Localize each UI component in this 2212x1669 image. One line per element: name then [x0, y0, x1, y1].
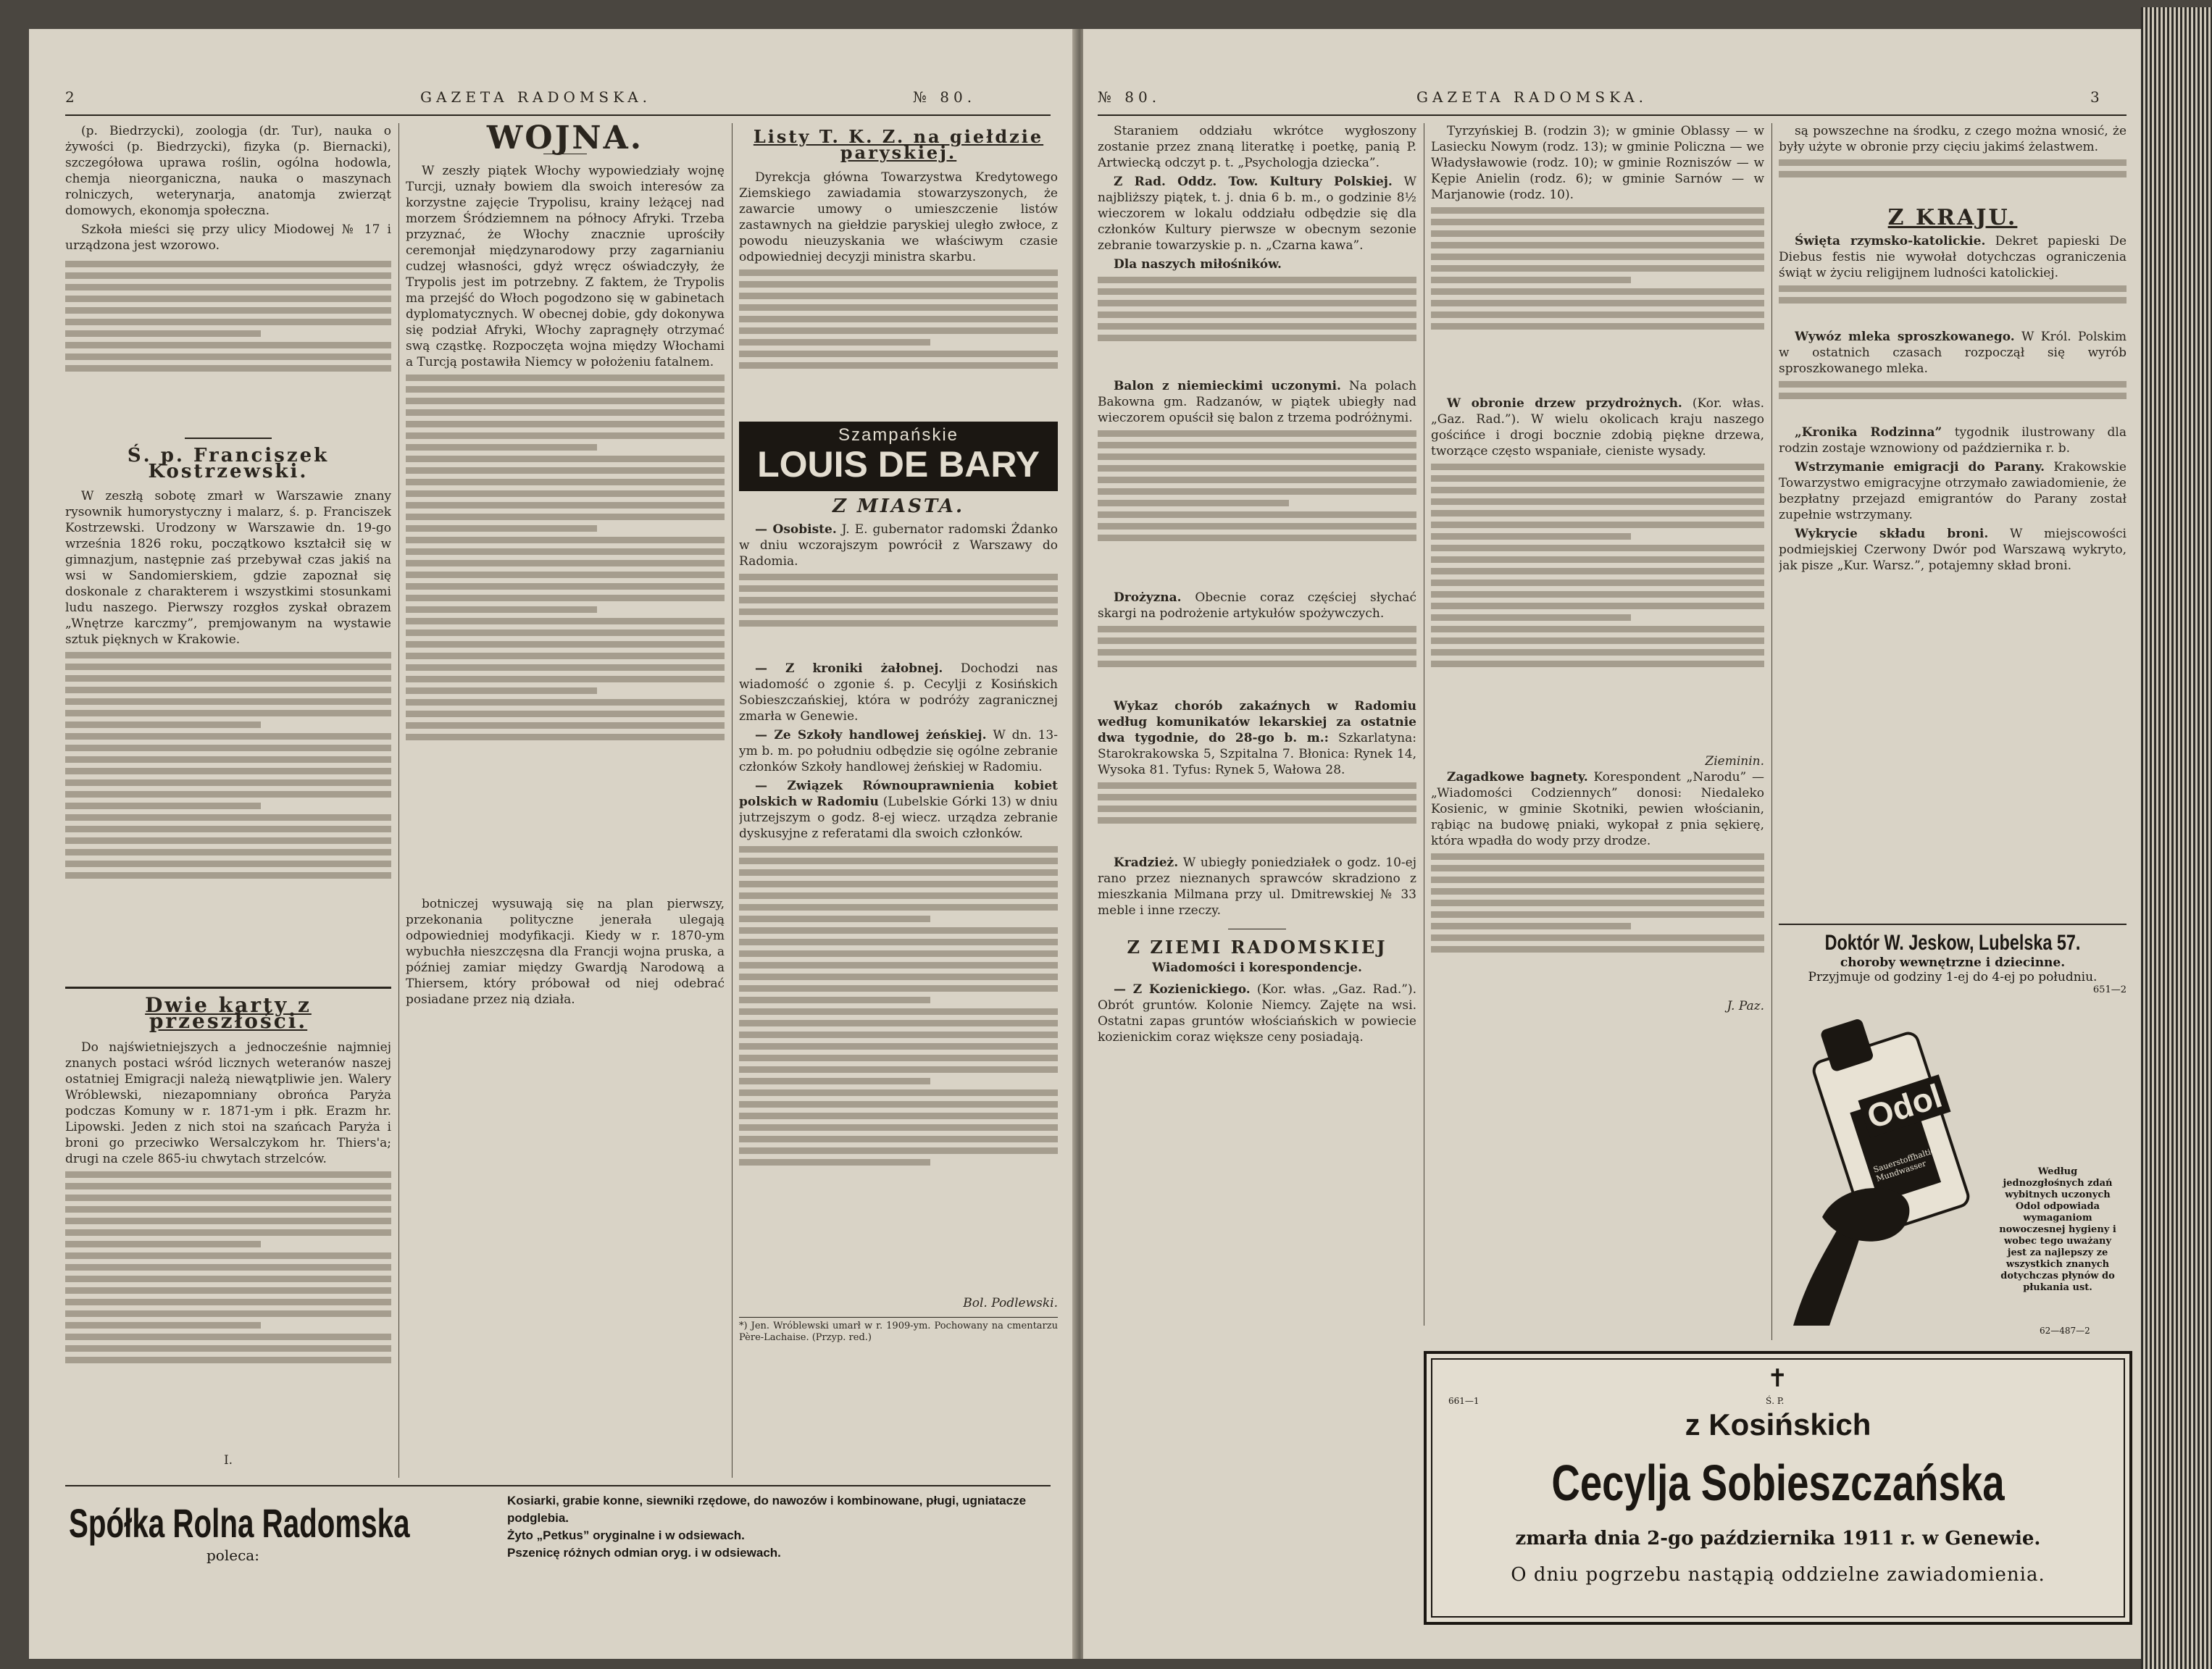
text-line-placeholder: [1098, 782, 1416, 789]
doctor-specialty: choroby wewnętrzne i dziecinne.: [1840, 955, 2066, 970]
text-line-placeholder: [1779, 159, 2127, 166]
text-line-placeholder: [65, 814, 391, 821]
text-line-placeholder: [406, 467, 725, 474]
text-line-placeholder: [65, 342, 391, 348]
page-number-left: 2: [65, 88, 79, 106]
text-line-placeholder: [406, 514, 725, 520]
text-line-placeholder: [1431, 888, 1764, 895]
company-name: Spółka Rolna Radomska: [69, 1500, 410, 1546]
divider: [185, 438, 272, 439]
text-line-placeholder: [406, 572, 725, 578]
text-line-placeholder: [1431, 637, 1764, 644]
column-divider: [732, 123, 733, 1478]
text-line-placeholder: [1779, 393, 2127, 399]
divider: [65, 1485, 1051, 1486]
left-page: [29, 29, 1077, 1659]
text-line-placeholder: [1431, 934, 1764, 941]
news-item: „Kronika Rodzinna” tygodnik ilustrowany dla rodzin zostaje wznowiony od października r. b.: [1779, 425, 2127, 456]
news-item: W obronie drzew przydrożnych. (Kor. włas. „Gaz. Rad.”). W wielu okolicach kraju naszego gościńce i drogi bocznie zdobią piękne drzewa, tworzące często wspaniałe, cieniste wysady.: [1431, 396, 1764, 459]
city-news-list: [739, 522, 1058, 842]
text-block-filler: [1779, 159, 2127, 203]
text-line-placeholder: [406, 444, 597, 451]
news-item: Z Rad. Oddz. Tow. Kultury Polskiej. W najbliższy piątek, t. j. dnia 6 b. m., o godzinie 8½ wieczorem w lokalu oddziału odbędzie się dla członków Kultury pierwsze w obecnym sezonie zebranie towarzyskie p. n. „Czarna kawa”.: [1098, 175, 1416, 253]
text-line-placeholder: [65, 1322, 261, 1329]
text-line-placeholder: [406, 537, 725, 543]
text-line-placeholder: [406, 629, 725, 636]
odol-label-text: Sauerstoffhaltiges Mundwasser: [1871, 1142, 1945, 1184]
news-item: Wstrzymanie emigracji do Parany. Krakowskie Towarzystwo emigracyjne otrzymało zawiadomienie, że bezpłatny przejazd emigrantów do Parany został zupełnie wstrzymany.: [1779, 460, 2127, 522]
stock-headline: Listy T. K. Z. na giełdzie paryskiej.: [753, 126, 1044, 163]
text-line-placeholder: [739, 362, 1058, 369]
article-text: Staraniem oddziału wkrótce wygłoszony zostanie przez znaną literatkę i poetkę, panią P. Artwiecką odczyt p. t. „Psychologja dziecka”.: [1098, 124, 1416, 170]
text-line-placeholder: [739, 892, 1058, 899]
text-line-placeholder: [65, 1310, 391, 1317]
text-line-placeholder: [65, 849, 391, 856]
product-line: Kosiarki, grabie konne, siewniki rzędowe, do nawozów i kombinowane, pługi, ugniatacze podglebia.: [507, 1494, 1027, 1525]
text-line-placeholder: [406, 606, 597, 613]
divider: [65, 987, 391, 989]
text-block-filler: [1431, 853, 1764, 998]
text-line-placeholder: [1779, 285, 2127, 292]
text-line-placeholder: [406, 375, 725, 381]
text-line-placeholder: [1431, 475, 1764, 482]
news-item: Zagadkowe bagnety. Korespondent „Narodu” — „Wiadomości Codziennych” donosi: Niedaleko Kosienic, w gminie Skotniki, pewien włościanin, rąbiąc na budowę pniaki, wykopał z pnia sękierę, która wpadła do wody przy drodze.: [1431, 770, 1764, 848]
text-line-placeholder: [1431, 254, 1764, 260]
text-line-placeholder: [739, 881, 1058, 887]
text-line-placeholder: [1779, 381, 2127, 388]
text-line-placeholder: [1431, 487, 1764, 493]
text-line-placeholder: [739, 950, 1058, 957]
text-line-placeholder: [1098, 323, 1416, 330]
text-line-placeholder: [65, 1241, 261, 1247]
product-line: Pszenicę różnych odmian oryg. i w odsiewach.: [507, 1546, 781, 1560]
text-line-placeholder: [65, 1264, 391, 1271]
war-headline: WOJNA.: [486, 123, 644, 156]
text-line-placeholder: [406, 548, 725, 555]
text-line-placeholder: [739, 1066, 1058, 1073]
text-line-placeholder: [65, 1345, 391, 1352]
text-line-placeholder: [406, 502, 725, 509]
text-block-filler: [1431, 464, 1764, 753]
spolka-ad-name-block: [69, 1499, 475, 1564]
text-line-placeholder: [1098, 453, 1416, 460]
left-column-2: [406, 123, 725, 1471]
text-line-placeholder: [65, 826, 391, 832]
text-line-placeholder: [65, 354, 391, 360]
champagne-advertisement: [739, 422, 1058, 491]
text-line-placeholder: [65, 791, 391, 798]
news-item: Wykrycie składu broni. W miejscowości podmiejskiej Czerwony Dwór pod Warszawą wykryto, jak pisze „Kur. Warsz.”, potajemny skład broni.: [1779, 527, 2127, 573]
text-line-placeholder: [739, 1089, 1058, 1096]
text-line-placeholder: [406, 653, 725, 659]
news-item: Drożyzna. Obecnie coraz częściej słychać skargi na podrożenie artykułów spożywczych.: [1098, 590, 1416, 621]
text-line-placeholder: [1431, 556, 1764, 563]
text-line-placeholder: [1431, 911, 1764, 918]
text-line-placeholder: [1431, 522, 1764, 528]
text-line-placeholder: [739, 985, 1058, 992]
article-text: botniczej wysuwają się na plan pierwszy, przekonania polityczne jenerała ulegają odpowiedniej modyfikacji. Kiedy w r. 1870-ym wybuchła nieszczęsna dla Francji wojna pruska, a później zamiar między Gwardją Narodową a Thiersem, który próbował od niej odebrać posiadane przez nią działa.: [406, 897, 725, 1007]
obituary-maiden-name: z Kosińskich: [1685, 1407, 1871, 1442]
history-headline: Dwie karty z przeszłości.: [145, 993, 312, 1033]
cross-icon: ✝: [1767, 1364, 1788, 1393]
text-line-placeholder: [1431, 900, 1764, 906]
text-line-placeholder: [65, 1276, 391, 1282]
text-line-placeholder: [406, 456, 725, 462]
text-line-placeholder: [65, 319, 391, 325]
text-line-placeholder: [65, 721, 261, 728]
text-line-placeholder: [65, 779, 391, 786]
text-line-placeholder: [65, 296, 391, 302]
text-line-placeholder: [739, 846, 1058, 853]
text-line-placeholder: [1098, 649, 1416, 656]
text-line-placeholder: [1431, 265, 1764, 272]
text-line-placeholder: [65, 768, 391, 774]
right-page: [1083, 29, 2141, 1659]
page-number-right: 3: [2090, 88, 2104, 106]
article-text: Tyrzyńskiej B. (rodzin 3); w gminie Oblassy — w Lasiecku Nowym (rodz. 13); w gminie Policzna — we Władysławowie (rodz. 10); w gminie Rozniszów — w Kępie Anielin (rodz. 6); w gminie Sarnów — w Marjanowie (rodz. 10).: [1431, 124, 1764, 202]
text-line-placeholder: [65, 698, 391, 705]
doctor-name: Doktór W. Jeskow, Lubelska 57.: [1824, 931, 2081, 955]
text-block-filler: [65, 1171, 391, 1447]
text-line-placeholder: [1431, 591, 1764, 598]
text-line-placeholder: [739, 316, 1058, 322]
text-block-filler: [739, 574, 1058, 661]
text-line-placeholder: [1098, 465, 1416, 472]
text-line-placeholder: [65, 1206, 391, 1213]
text-line-placeholder: [739, 858, 1058, 864]
obituary-name: Cecylja Sobieszczańska: [1551, 1455, 2005, 1511]
text-line-placeholder: [65, 687, 391, 693]
signature: Bol. Podlewski.: [963, 1296, 1058, 1310]
text-block-filler: [1098, 782, 1416, 855]
text-line-placeholder: [739, 327, 1058, 334]
text-line-placeholder: [406, 641, 725, 648]
text-line-placeholder: [1098, 511, 1416, 518]
text-line-placeholder: [65, 1357, 391, 1363]
text-line-placeholder: [739, 1124, 1058, 1131]
text-line-placeholder: [739, 293, 1058, 299]
text-line-placeholder: [65, 1287, 391, 1294]
text-line-placeholder: [739, 1020, 1058, 1026]
text-line-placeholder: [739, 997, 930, 1003]
text-line-placeholder: [65, 1252, 391, 1259]
text-line-placeholder: [406, 618, 725, 624]
text-line-placeholder: [65, 837, 391, 844]
text-line-placeholder: [1431, 661, 1764, 667]
text-line-placeholder: [1431, 603, 1764, 609]
text-line-placeholder: [65, 710, 391, 716]
list-item: — Związek Równouprawnienia kobiet polskich w Radomiu (Lubelskie Górki 13) w dniu jutrzejszym o godz. 8-ej wiecz. urządza zebranie dyskusyjne z referatami dla swoich członków.: [739, 779, 1058, 841]
ad-code: 651—2: [2092, 984, 2127, 995]
text-line-placeholder: [1431, 230, 1764, 237]
text-block-filler: [1098, 626, 1416, 698]
text-line-placeholder: [739, 351, 1058, 357]
text-line-placeholder: [406, 432, 725, 439]
text-line-placeholder: [65, 675, 391, 682]
text-block-filler: [65, 256, 391, 430]
text-block-filler: [1098, 277, 1416, 378]
text-line-placeholder: [739, 1113, 1058, 1119]
text-line-placeholder: [406, 734, 725, 740]
masthead-right: GAZETA RADOMSKA.: [1416, 88, 1648, 106]
text-line-placeholder: [1431, 219, 1764, 225]
text-line-placeholder: [1431, 853, 1764, 860]
news-item: Wykaz chorób zakaźnych w Radomiu według komunikatów lekarskiej za ostatnie dwa tygodnie, do 28-go b. m.: Szkarlatyna: Starokrakowska 5, Szpitalna 7. Błonica: Rynek 14, Wysoka 81. Tyfus: Rynek 5, Wałowa 28.: [1098, 699, 1416, 777]
right-column-3: [1779, 123, 2127, 978]
text-line-placeholder: [406, 421, 725, 427]
ad-code: 62—487—2: [2040, 1326, 2090, 1336]
text-line-placeholder: [1431, 923, 1631, 929]
text-line-placeholder: [406, 699, 725, 706]
text-line-placeholder: [1098, 430, 1416, 437]
text-line-placeholder: [1431, 207, 1764, 214]
text-line-placeholder: [739, 869, 1058, 876]
text-line-placeholder: [1431, 510, 1764, 516]
text-line-placeholder: [1098, 288, 1416, 295]
text-line-placeholder: [1098, 535, 1416, 541]
text-line-placeholder: [1431, 323, 1764, 330]
news-item: Kradzież. W ubiegły poniedziałek o godz. 10-ej rano przez nieznanych sprawców skradziono z mieszkania Milmana przy ul. Dmitrewskiej № 33 meble i inne rzeczy.: [1098, 856, 1416, 918]
ad-subtitle: Szampańskie: [838, 425, 959, 445]
text-line-placeholder: [1431, 614, 1631, 621]
text-line-placeholder: [739, 1147, 1058, 1154]
column-divider: [1771, 123, 1772, 1340]
text-line-placeholder: [1098, 277, 1416, 283]
text-line-placeholder: [1431, 300, 1764, 306]
text-line-placeholder: [65, 1299, 391, 1305]
text-line-placeholder: [1431, 498, 1764, 505]
header-rule-left: [65, 114, 1051, 116]
text-line-placeholder: [739, 904, 1058, 911]
text-line-placeholder: [65, 307, 391, 314]
text-line-placeholder: [65, 1171, 391, 1178]
section-numeral: I.: [223, 1453, 233, 1468]
obituary-sp: Ś. P.: [1766, 1396, 1785, 1406]
text-line-placeholder: [65, 756, 391, 763]
text-line-placeholder: [739, 574, 1058, 580]
masthead-left: GAZETA RADOMSKA.: [420, 88, 652, 106]
text-line-placeholder: [406, 676, 725, 682]
text-block-filler: [406, 375, 725, 896]
news-item: Święta rzymsko-katolickie. Dekret papieski De Diebus festis nie wywołał dotychczas ograniczenia świąt w życiu religijnem ludności katolickiej.: [1779, 234, 2127, 280]
text-line-placeholder: [406, 583, 725, 590]
text-line-placeholder: [739, 1159, 930, 1166]
text-line-placeholder: [1431, 649, 1764, 656]
text-line-placeholder: [406, 525, 597, 532]
text-line-placeholder: [65, 745, 391, 751]
news-item: — Z Kozienickiego. (Kor. włas. „Gaz. Rad.”). Obrót gruntów. Kolonie Niemcy. Zajęte na wsi. Ostatni zapas gruntów włościańskich w powiecie kozienickim coraz większe ceny posiadają.: [1098, 982, 1416, 1045]
city-headline: Z MIASTA.: [832, 495, 965, 517]
list-item: — Ze Szkoły handlowej żeńskiej. W dn. 13-ym b. m. po południu odbędzie się ogólne zebranie członków Szkoły handlowej żeńskiej w Radomiu.: [739, 728, 1058, 774]
issue-number-left: № 80.: [913, 88, 977, 106]
text-line-placeholder: [1431, 242, 1764, 248]
text-line-placeholder: [65, 330, 261, 337]
text-line-placeholder: [739, 608, 1058, 615]
article-text: (p. Biedrzycki), zoologja (dr. Tur), nauka o żywości (p. Biedrzycki), fizyka (p. Biernacki), szczegółowa uprawa roślin, ogólna hodowla, chemja nieorganiczna, nauka o maszynach rolniczych, weterynarja, anatomja zwierząt domowych, ekonomja społeczna.: [65, 124, 391, 218]
text-line-placeholder: [739, 962, 1058, 969]
article-text: są powszechne na środku, z czego można wnosić, że były użyte w obronie przy cięciu jakimś żelastwem.: [1779, 124, 2127, 154]
text-line-placeholder: [1098, 477, 1416, 483]
obituary-death-line: zmarła dnia 2-go października 1911 r. w Genewie.: [1515, 1528, 2041, 1549]
doctor-advertisement: [1779, 924, 2127, 995]
text-line-placeholder: [1431, 288, 1764, 295]
text-line-placeholder: [1779, 297, 2127, 304]
text-line-placeholder: [406, 687, 597, 694]
issue-number-right: № 80.: [1098, 88, 1161, 106]
ad-brand: LOUIS DE BARY: [757, 444, 1040, 485]
text-line-placeholder: [739, 1055, 1058, 1061]
text-block-filler: [1098, 430, 1416, 590]
list-item: — Z kroniki żałobnej. Dochodzi nas wiadomość o zgonie ś. p. Cecylji z Kosińskich Sobieszczańskiej, która w podróży zagranicznej zmarła w Genewie.: [739, 661, 1058, 724]
footnote: *) Jen. Wróblewski umarł w r. 1909-ym. Pochowany na cmentarzu Père-Lachaise. (Przyp. red.): [739, 1317, 1058, 1344]
text-line-placeholder: [1098, 637, 1416, 644]
left-column-1: [65, 123, 391, 1471]
text-line-placeholder: [1098, 335, 1416, 341]
text-line-placeholder: [406, 664, 725, 671]
list-item: — Osobiste. J. E. gubernator radomski Żdanko w dniu wczorajszym powrócił z Warszawy do Radomia.: [739, 522, 1058, 569]
text-line-placeholder: [739, 339, 930, 346]
text-block-filler: [65, 652, 391, 978]
article-text: W zeszły piątek Włochy wypowiedziały wojnę Turcji, uznały bowiem dla swoich interesów za korzystne zajęcie Trypolisu, krainy leżącej nad morzem Śródziemnem na północy Afryki. Trzeba przyznać, że Włochy znacznie uprościły ceremonjał międzynarodowy przy zagarnianiu cudzej własności, gdyż wręcz oświadczyły, że Trypolis jest im potrzebny. Z faktem, że Trypolis ma przejść do Włoch pogodzono się w gabinetach dyplomatycznych. W obecnej dobie, gdy dokonywa się podział Afryki, Włochy zapragnęły otrzymać swą cząstkę. Rozpoczęta wojna między Włochami a Turcją postawiła Niemcy w położeniu fatalnem.: [406, 164, 725, 369]
text-line-placeholder: [739, 916, 930, 922]
text-line-placeholder: [1098, 523, 1416, 530]
text-line-placeholder: [739, 1101, 1058, 1108]
right-column-2: [1431, 123, 1764, 1326]
text-line-placeholder: [406, 479, 725, 485]
article-text: Do najświetniejszych a jednocześnie najmniej znanych postaci wśród licznych weteranów naszej ostatniej Emigracji należą niewątpliwie jen. Walery Wróblewski, niezapomniany obrońca Paryża podczas Komuny w r. 1871-ym i płk. Erazm hr. Lipowski. Jeden z nich stoi na szańcach Paryża i broni go przeciwko Wersalczykom hr. Thiers'a; drugi na czele 865-iu chwytach strzelców.: [65, 1040, 391, 1166]
text-line-placeholder: [1431, 568, 1764, 574]
text-line-placeholder: [739, 939, 1058, 945]
text-line-placeholder: [65, 272, 391, 279]
text-line-placeholder: [739, 269, 1058, 276]
news-item: Wywóz mleka sproszkowanego. W Król. Polskim w ostatnich czasach rozpoczął się wyrób sproszkowanego mleka.: [1779, 330, 2127, 376]
text-block-filler: [739, 846, 1058, 1295]
text-line-placeholder: [406, 409, 725, 416]
text-line-placeholder: [65, 861, 391, 867]
text-line-placeholder: [65, 652, 391, 658]
text-line-placeholder: [406, 711, 725, 717]
text-line-placeholder: [1098, 500, 1289, 506]
text-line-placeholder: [65, 1218, 391, 1224]
company-poleca: poleca:: [206, 1547, 259, 1564]
country-headline: Z KRAJU.: [1887, 205, 2018, 230]
author-signature: J. Paz.: [1727, 999, 1764, 1013]
text-line-placeholder: [1431, 545, 1764, 551]
text-line-placeholder: [1098, 794, 1416, 800]
doctor-hours: Przyjmuje od godziny 1-ej do 4-ej po południu.: [1808, 970, 2098, 984]
region-subheadline: Wiadomości i korespondencje.: [1152, 961, 1362, 975]
news-item: Balon z niemieckimi uczonymi. Na polach Bakowna gm. Radzanów, w piątek ubiegły nad wieczorem opuścił się balon z trzema podróżnymi.: [1098, 379, 1416, 425]
obituary-funeral-note: O dniu pogrzebu nastąpią oddzielne zawiadomienia.: [1511, 1564, 2045, 1586]
text-line-placeholder: [739, 585, 1058, 592]
text-line-placeholder: [406, 560, 725, 566]
text-line-placeholder: [1098, 817, 1416, 824]
text-line-placeholder: [1431, 877, 1764, 883]
text-line-placeholder: [1098, 442, 1416, 448]
article-text: W zeszłą sobotę zmarł w Warszawie znany rysownik humorystyczny i malarz, ś. p. Franciszek Kostrzewski. Urodzony w Warszawie dn. 19-go września 1826 roku, początkowo kształcił się w gimnazjum, następnie zaś przebywał czas jakiś na wsi w Sandomierskiem, gdzie zapoznał się doskonale z charakterem i wszystkimi stosunkami ludu naszego. Pierwszy rozgłos zyskał obrazem „Wnętrze karczmy”, premjowanym na wystawie sztuk pięknych w Krakowie.: [65, 489, 391, 647]
text-line-placeholder: [65, 1229, 391, 1236]
article-text: Dyrekcja główna Towarzystwa Kredytowego Ziemskiego zawiadamia stowarzyszonych, że zawarcie umowy o umieszczenie listów zastawnych na giełdzie paryskiej uległo zwłoce, z powodu nieuzyskania we właściwym czasie odpowiedniej decyzji ministra skarbu.: [739, 170, 1058, 264]
text-line-placeholder: [739, 620, 1058, 627]
column-divider: [398, 123, 399, 1478]
odol-brand: Odol: [1858, 1074, 1951, 1137]
page-edges: [2141, 7, 2212, 1669]
text-line-placeholder: [65, 664, 391, 670]
news-item: Dla naszych miłośników.: [1114, 257, 1282, 272]
text-line-placeholder: [1431, 533, 1631, 540]
text-line-placeholder: [739, 597, 1058, 603]
text-line-placeholder: [739, 1008, 1058, 1015]
text-line-placeholder: [1098, 626, 1416, 632]
text-line-placeholder: [1431, 946, 1764, 953]
obituary-notice: [1424, 1351, 2132, 1625]
text-line-placeholder: [65, 284, 391, 290]
text-line-placeholder: [1431, 626, 1764, 632]
text-line-placeholder: [65, 1195, 391, 1201]
text-line-placeholder: [65, 365, 391, 372]
left-column-3: [739, 123, 1058, 1471]
text-line-placeholder: [739, 281, 1058, 288]
text-block-filler: [1779, 285, 2127, 329]
text-line-placeholder: [1431, 277, 1631, 283]
text-line-placeholder: [65, 1334, 391, 1340]
region-headline: Z ZIEMI RADOMSKIEJ: [1127, 937, 1387, 958]
text-line-placeholder: [1098, 488, 1416, 495]
text-line-placeholder: [739, 927, 1058, 934]
text-line-placeholder: [65, 803, 261, 809]
text-line-placeholder: [1098, 806, 1416, 812]
text-line-placeholder: [739, 1136, 1058, 1142]
text-line-placeholder: [739, 1032, 1058, 1038]
text-line-placeholder: [65, 1183, 391, 1189]
text-line-placeholder: [1098, 661, 1416, 667]
text-line-placeholder: [406, 398, 725, 404]
text-line-placeholder: [1098, 300, 1416, 306]
text-line-placeholder: [1098, 311, 1416, 318]
product-line: Żyto „Petkus” oryginalne i w odsiewach.: [507, 1528, 745, 1542]
author-signature: Zieminin.: [1705, 754, 1764, 769]
odol-side-text: Według jednozgłośnych zdań wybitnych uczonych Odol odpowiada wymaganiom nowoczesnej hygieny i wobec tego uważany jest za najlepszy ze wszystkich znanych dotychczas płynów do płukania ust.: [1999, 1166, 2116, 1293]
text-line-placeholder: [739, 974, 1058, 980]
text-line-placeholder: [739, 304, 1058, 311]
text-line-placeholder: [1431, 580, 1764, 586]
text-line-placeholder: [65, 733, 391, 740]
text-block-filler: [739, 269, 1058, 414]
header-rule-right: [1098, 114, 2127, 116]
text-line-placeholder: [1431, 311, 1764, 318]
text-line-placeholder: [406, 595, 725, 601]
spolka-ad-products: [507, 1492, 1043, 1562]
text-line-placeholder: [406, 722, 725, 729]
text-block-filler: [1431, 207, 1764, 396]
text-line-placeholder: [1431, 865, 1764, 871]
text-line-placeholder: [1779, 171, 2127, 177]
text-line-placeholder: [65, 261, 391, 267]
text-line-placeholder: [65, 872, 391, 879]
text-line-placeholder: [406, 386, 725, 393]
odol-advertisement: [1779, 1000, 2127, 1340]
article-text: Szkoła mieści się przy ulicy Miodowej № 17 i urządzona jest wzorowo.: [65, 222, 391, 253]
text-line-placeholder: [739, 1043, 1058, 1050]
right-column-1: [1098, 123, 1416, 1615]
text-line-placeholder: [1431, 464, 1764, 470]
text-block-filler: [1779, 381, 2127, 424]
text-line-placeholder: [406, 490, 725, 497]
ad-code: 661—1: [1448, 1396, 1479, 1406]
text-line-placeholder: [739, 1078, 930, 1084]
obituary-headline: Ś. p. Franciszek Kostrzewski.: [127, 445, 330, 482]
